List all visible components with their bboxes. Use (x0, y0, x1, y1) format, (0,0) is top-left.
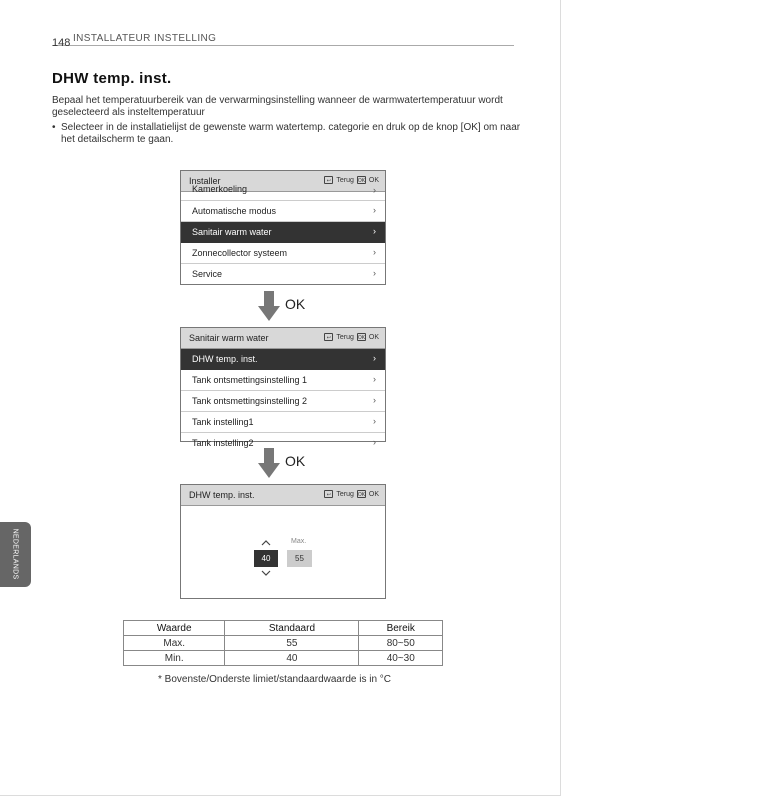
screen-header (181, 328, 385, 349)
table-row (124, 636, 443, 651)
value-table (123, 620, 443, 666)
screen-title: DHW temp. inst. (189, 490, 255, 500)
column-header: Waarde (124, 621, 225, 636)
menu-item[interactable]: Tank ontsmettingsinstelling 1 › (181, 370, 385, 391)
screen-header (181, 485, 385, 506)
sanitary-water-screen (180, 327, 386, 448)
screen-controls (324, 176, 379, 184)
menu-item-selected[interactable]: Sanitair warm water › (181, 222, 385, 243)
back-label[interactable]: Terug (336, 490, 354, 498)
ok-icon: OK (357, 492, 366, 498)
chevron-right-icon: › (373, 185, 376, 195)
intro-text: Bepaal het temperatuurbereik van de verwarmingsinstelling wanneer de warmwatertemperatuur wordt geselecteerd als insteltemperatuur (52, 95, 503, 118)
screen-title: Installer (189, 176, 221, 186)
chevron-right-icon: › (373, 353, 376, 363)
back-icon: ↩ (324, 490, 333, 498)
menu-item[interactable]: Zonnecollector systeem › (181, 243, 385, 264)
bullet-dot: • (52, 122, 56, 133)
language-side-tab (0, 522, 31, 587)
arrow-down-icon (258, 448, 280, 478)
back-label[interactable]: Terug (336, 176, 354, 184)
menu-item[interactable]: Kamerkoeling › (181, 192, 385, 201)
ok-step-label: OK (285, 296, 306, 312)
chevron-right-icon: › (373, 268, 376, 278)
table-cell: 40 (225, 651, 359, 666)
table-cell: 40~30 (359, 651, 443, 666)
chevron-up-icon[interactable] (260, 539, 272, 547)
table-cell: Max. (124, 636, 225, 651)
table-cell: 80~50 (359, 636, 443, 651)
back-icon: ↩ (324, 176, 333, 184)
table-cell: 55 (225, 636, 359, 651)
max-value-field[interactable]: 55 (287, 550, 312, 567)
max-label: Max. (291, 538, 307, 545)
min-value-field[interactable]: 40 (254, 550, 278, 567)
page-number: 148 (52, 37, 71, 49)
ok-step-label: OK (285, 453, 306, 469)
chevron-right-icon: › (373, 226, 376, 236)
ok-icon: OK (357, 335, 366, 341)
arrow-down-icon (258, 291, 280, 321)
column-header: Standaard (225, 621, 359, 636)
ok-label[interactable]: OK (368, 490, 379, 498)
chevron-right-icon: › (373, 247, 376, 257)
installer-screen (180, 170, 386, 285)
section-title: INSTALLATEUR INSTELLING (73, 33, 217, 44)
page-title: DHW temp. inst. (52, 70, 172, 87)
chevron-down-icon[interactable] (260, 569, 272, 577)
dhw-temp-screen (180, 484, 386, 599)
back-label[interactable]: Terug (336, 333, 354, 341)
chevron-right-icon: › (373, 395, 376, 405)
screen-controls (324, 333, 379, 341)
chevron-right-icon: › (373, 374, 376, 384)
back-icon: ↩ (324, 333, 333, 341)
chevron-right-icon: › (373, 416, 376, 426)
footnote: * Bovenste/Onderste limiet/standaardwaarde is in °C (158, 674, 392, 685)
column-header: Bereik (359, 621, 443, 636)
menu-item[interactable]: Tank ontsmettingsinstelling 2 › (181, 391, 385, 412)
table-cell: Min. (124, 651, 225, 666)
menu-item[interactable]: Automatische modus › (181, 201, 385, 222)
ok-icon: OK (357, 178, 366, 184)
chevron-right-icon: › (373, 437, 376, 447)
screen-title: Sanitair warm water (189, 333, 269, 343)
menu-item[interactable]: Tank instelling2 › (192, 437, 376, 448)
language-label: NEDERLANDS (11, 528, 19, 580)
chevron-right-icon: › (373, 205, 376, 215)
table-header-row (124, 621, 443, 636)
table-row (124, 651, 443, 666)
instruction-text: Selecteer in de installatielijst de gewenste warm watertemp. categorie en druk op de knop [OK] om naar het detailscherm te gaan. (61, 122, 521, 145)
menu-item[interactable]: Service › (192, 268, 376, 279)
menu-item[interactable]: Tank instelling1 › (181, 412, 385, 433)
ok-label[interactable]: OK (368, 333, 379, 341)
menu-item-selected[interactable]: DHW temp. inst. › (181, 349, 385, 370)
ok-label[interactable]: OK (368, 176, 379, 184)
screen-controls (324, 490, 379, 498)
page-header (52, 33, 514, 49)
